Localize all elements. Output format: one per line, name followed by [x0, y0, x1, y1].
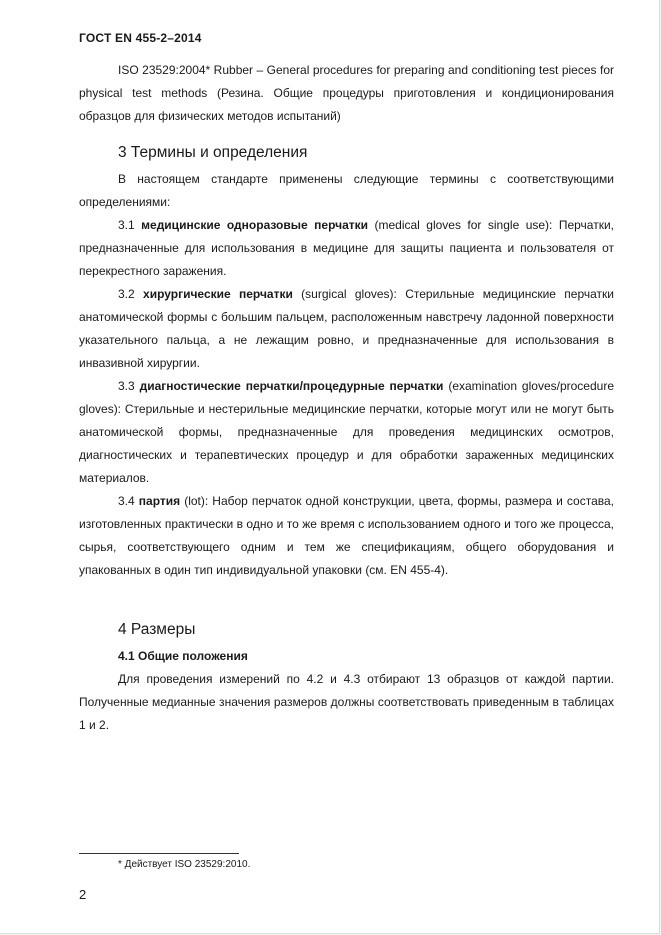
footnote: * Действует ISO 23529:2010.	[118, 859, 251, 870]
term-name: партия	[138, 494, 181, 508]
normative-reference: ISO 23529:2004* Rubber – General procedures for preparing and conditioning test pieces for physical test methods (Резина. Общие процедуры приготовления и кондиционирования образцов для физических методов испытаний)	[79, 63, 614, 123]
term-3-3	[79, 375, 614, 490]
term-number: 3.2	[118, 287, 144, 301]
section-4-title: 4 Размеры	[118, 621, 196, 638]
section-4-1-paragraph: Для проведения измерений по 4.2 и 4.3 отбирают 13 образцов от каждой партии. Полученные медианные значения размеров должны соответствовать приведенным в таблицах 1 и 2.	[79, 672, 614, 732]
term-number: 3.1	[118, 218, 142, 232]
term-3-2	[79, 283, 614, 375]
subsection-4-1-title: 4.1 Общие положения	[118, 649, 248, 663]
term-name: медицинские одноразовые перчатки	[141, 218, 369, 232]
section-3-intro: В настоящем стандарте применены следующие термины с соответствующими определениями:	[79, 172, 614, 209]
page-number: 2	[79, 887, 87, 902]
term-name: хирургические перчатки	[143, 287, 293, 301]
section-3-title: 3 Термины и определения	[118, 144, 308, 161]
term-definition: (lot): Набор перчаток одной конструкции, цвета, формы, размера и состава, изготовленных практически в одно и то же время с использованием одного и того же процесса, сырья, соответствующего одним и тем же спецификациям, общего оборудования и упакованных в один тип индивидуальной упаковки (см. EN 455-4).	[79, 494, 614, 577]
term-name: диагностические перчатки/процедурные перчатки	[139, 379, 444, 393]
document-header: ГОСТ EN 455-2–2014	[79, 31, 202, 45]
term-3-1	[79, 214, 614, 283]
term-definition: (surgical gloves): Стерильные медицинские перчатки анатомической формы с большим пальцем, расположенным навстречу ладонной поверхности указательного пальца, а не лежащим ровно, и предназначенные для использования в инвазивной хирургии.	[79, 287, 615, 370]
term-definition: (medical gloves for single use): Перчатки, предназначенные для использования в медицине для защиты пациента и пользователя от перекрестного заражения.	[79, 218, 614, 278]
term-number: 3.3	[118, 379, 140, 393]
term-definition: (examination gloves/procedure gloves): Стерильные и нестерильные медицинские перчатки, которые могут или не могут быть анатомической формы, предназначенные для проведения медицинских осмотров, диагностических и терапевтических процедур и для обработки зараженных медицинских материалов.	[79, 379, 614, 485]
term-3-4	[79, 490, 614, 582]
term-number: 3.4	[118, 494, 139, 508]
footnote-divider	[79, 853, 239, 854]
